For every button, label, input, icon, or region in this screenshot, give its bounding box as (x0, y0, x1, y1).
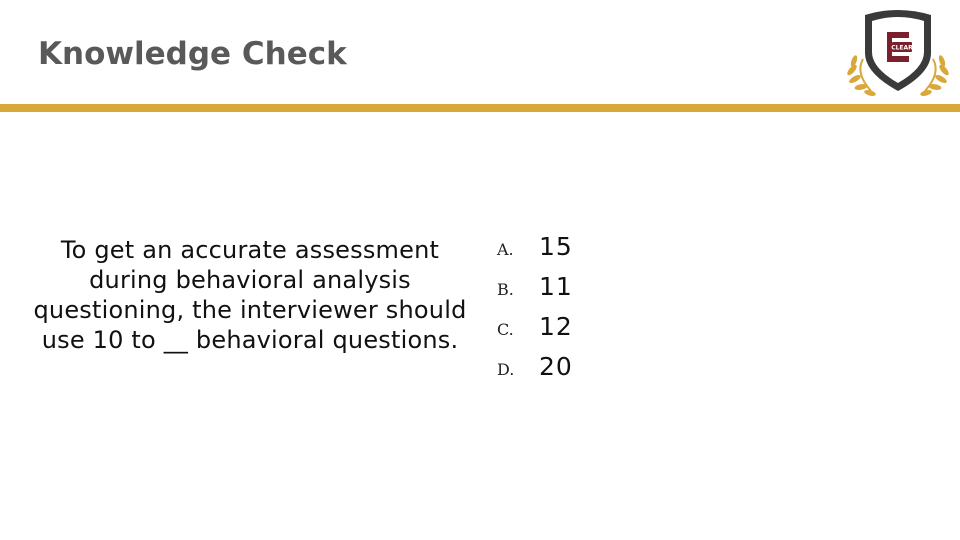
answer-option-b[interactable] (497, 272, 617, 312)
title-divider-bar (0, 104, 960, 112)
answer-option-d[interactable] (497, 352, 617, 392)
answer-letter: C. (497, 320, 514, 339)
answer-letter: A. (497, 240, 514, 259)
answer-option-c[interactable] (497, 312, 617, 352)
clear-shield-icon (845, 7, 951, 99)
question-text: To get an accurate assessment during behavioral analysis questioning, the interviewer should use 10 to __ behavioral questions. (33, 236, 467, 354)
answer-value: 12 (539, 312, 573, 341)
title-divider (0, 104, 960, 112)
slide-title: Knowledge Check (38, 36, 347, 72)
answer-value: 11 (539, 272, 573, 301)
logo-text: CLEAR (891, 44, 913, 52)
answer-option-a[interactable] (497, 232, 617, 272)
answer-value: 20 (539, 352, 573, 381)
answer-letter: D. (497, 360, 515, 379)
answer-value: 15 (539, 232, 573, 261)
answer-list (497, 232, 617, 392)
answer-letter: B. (497, 280, 514, 299)
clear-logo (845, 7, 951, 99)
